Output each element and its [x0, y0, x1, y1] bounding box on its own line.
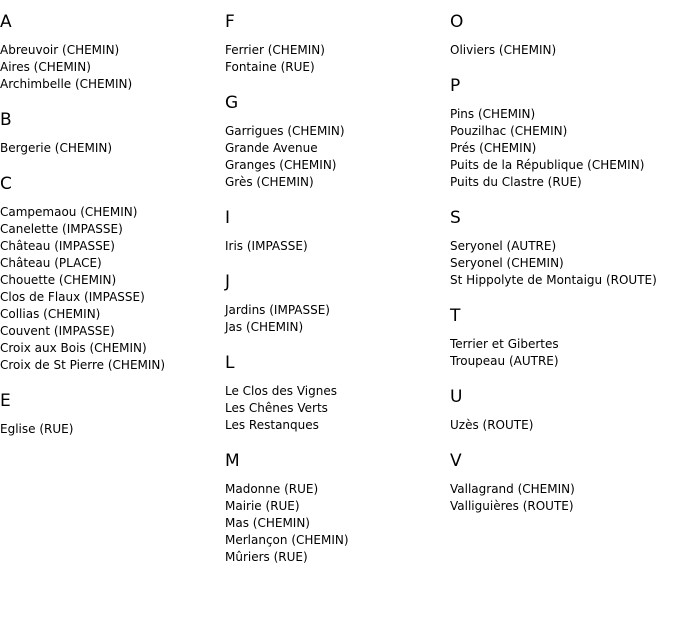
street-list: [450, 417, 675, 434]
street-name: Seryonel (AUTRE): [450, 239, 557, 253]
letter-group: [0, 110, 225, 157]
street-name: St Hippolyte de Montaigu (ROUTE): [450, 273, 657, 287]
street-name: Mûriers (RUE): [225, 550, 308, 564]
street-name: Fontaine (RUE): [225, 60, 315, 74]
street-name: Abreuvoir (CHEMIN): [0, 43, 120, 57]
street-list: [0, 140, 225, 157]
letter-group: [0, 12, 225, 93]
street-name: Troupeau (AUTRE): [450, 354, 559, 368]
street-list: [225, 481, 450, 566]
street-name: Clos de Flaux (IMPASSE): [0, 290, 145, 304]
street-name: Pins (CHEMIN): [450, 107, 536, 121]
street-name: Prés (CHEMIN): [450, 141, 537, 155]
letter-heading: E: [0, 391, 11, 411]
street-name: Granges (CHEMIN): [225, 158, 337, 172]
letter-group: [450, 387, 675, 434]
street-name: Le Clos des Vignes: [225, 384, 337, 398]
letter-heading: V: [450, 451, 462, 471]
letter-heading: P: [450, 76, 461, 96]
street-name: Aires (CHEMIN): [0, 60, 91, 74]
street-list: [0, 204, 225, 374]
letter-heading: S: [450, 208, 461, 228]
letter-heading: A: [0, 12, 12, 32]
street-name: Les Restanques: [225, 418, 319, 432]
street-name: Madonne (RUE): [225, 482, 319, 496]
letter-heading: C: [0, 174, 12, 194]
letter-group: [225, 272, 450, 336]
street-index-column-3: [450, 12, 675, 532]
street-list: [225, 238, 450, 255]
street-name: Jardins (IMPASSE): [225, 303, 330, 317]
street-name: Collias (CHEMIN): [0, 307, 101, 321]
street-name: Mairie (RUE): [225, 499, 300, 513]
street-name: Couvent (IMPASSE): [0, 324, 115, 338]
street-index-column-2: [225, 12, 450, 583]
street-list: [225, 302, 450, 336]
street-list: [450, 238, 675, 289]
street-name: Archimbelle (CHEMIN): [0, 77, 133, 91]
street-name: Campemaou (CHEMIN): [0, 205, 138, 219]
street-name: Valliguières (ROUTE): [450, 499, 574, 513]
street-list: [225, 42, 450, 76]
letter-group: [225, 208, 450, 255]
street-name: Ferrier (CHEMIN): [225, 43, 325, 57]
letter-group: [225, 451, 450, 566]
street-name: Uzès (ROUTE): [450, 418, 534, 432]
street-name: Seryonel (CHEMIN): [450, 256, 564, 270]
street-list: [450, 336, 675, 370]
letter-group: [0, 174, 225, 374]
street-name: Mas (CHEMIN): [225, 516, 310, 530]
letter-group: [225, 12, 450, 76]
street-name: Terrier et Gibertes: [450, 337, 559, 351]
street-name: Les Chênes Verts: [225, 401, 328, 415]
street-name: Merlançon (CHEMIN): [225, 533, 349, 547]
letter-group: [225, 93, 450, 191]
street-name: Iris (IMPASSE): [225, 239, 308, 253]
street-name: Bergerie (CHEMIN): [0, 141, 113, 155]
street-name: Chouette (CHEMIN): [0, 273, 117, 287]
letter-group: [450, 76, 675, 191]
street-index-column-1: [0, 12, 225, 455]
letter-group: [0, 391, 225, 438]
street-name: Oliviers (CHEMIN): [450, 43, 557, 57]
street-list: [450, 42, 675, 59]
letter-group: [450, 306, 675, 370]
street-list: [225, 123, 450, 191]
street-name: Garrigues (CHEMIN): [225, 124, 345, 138]
street-name: Château (PLACE): [0, 256, 102, 270]
street-name: Canelette (IMPASSE): [0, 222, 123, 236]
letter-heading: T: [450, 306, 461, 326]
street-name: Puits de la République (CHEMIN): [450, 158, 645, 172]
letter-group: [450, 208, 675, 289]
letter-heading: I: [225, 208, 231, 228]
street-list: [0, 42, 225, 93]
letter-heading: J: [225, 272, 231, 292]
street-name: Puits du Clastre (RUE): [450, 175, 582, 189]
letter-group: [450, 451, 675, 515]
letter-heading: F: [225, 12, 235, 32]
letter-heading: G: [225, 93, 239, 113]
street-name: Croix de St Pierre (CHEMIN): [0, 358, 166, 372]
letter-heading: M: [225, 451, 240, 471]
letter-heading: O: [450, 12, 464, 32]
street-name: Pouzilhac (CHEMIN): [450, 124, 568, 138]
letter-heading: B: [0, 110, 12, 130]
street-name: Croix aux Bois (CHEMIN): [0, 341, 147, 355]
street-name: Grès (CHEMIN): [225, 175, 314, 189]
street-name: Grande Avenue: [225, 141, 318, 155]
letter-group: [450, 12, 675, 59]
letter-heading: U: [450, 387, 463, 407]
street-list: [0, 421, 225, 438]
street-list: [450, 481, 675, 515]
street-name: Eglise (RUE): [0, 422, 74, 436]
street-name: Jas (CHEMIN): [225, 320, 304, 334]
street-name: Vallagrand (CHEMIN): [450, 482, 575, 496]
letter-heading: L: [225, 353, 235, 373]
street-list: [450, 106, 675, 191]
street-list: [225, 383, 450, 434]
letter-group: [225, 353, 450, 434]
street-name: Château (IMPASSE): [0, 239, 115, 253]
